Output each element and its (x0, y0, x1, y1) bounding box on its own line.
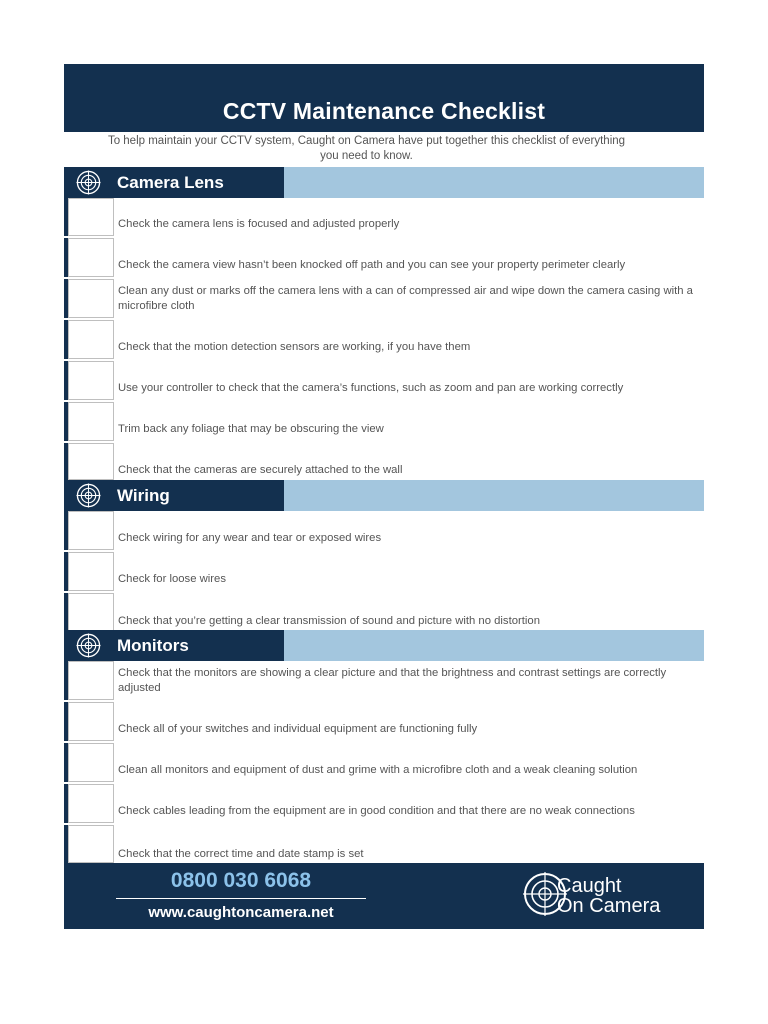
checklist-item-text: Check cables leading from the equipment are in good condition and that there are no weak connections (118, 805, 635, 817)
crosshair-icon (76, 170, 101, 195)
crosshair-icon (76, 633, 101, 658)
section-title: Monitors (117, 636, 189, 655)
section-header-wiring (64, 480, 704, 511)
checklist-item (64, 702, 704, 741)
checklist-item-text: Check the camera view hasn’t been knocked off path and you can see your property perimeter clearly (118, 259, 626, 271)
checklist-item (64, 443, 704, 480)
brand-logo (522, 868, 692, 924)
checklist-item (64, 511, 704, 550)
section-title: Camera Lens (117, 173, 224, 192)
checklist-item-text: Clean any dust or marks off the camera lens with a can of compressed air and wipe down the camera casing with a microfibre cloth (118, 285, 693, 312)
checklist-sheet (64, 64, 704, 929)
checkbox[interactable] (68, 443, 114, 480)
checklist-item (64, 279, 704, 318)
checkbox[interactable] (68, 552, 114, 591)
checkbox[interactable] (68, 784, 114, 823)
checklist-item (64, 402, 704, 441)
intro-text: To help maintain your CCTV system, Caught on Camera have put together this checklist of everything you need to know. (107, 135, 626, 162)
checkbox[interactable] (68, 743, 114, 782)
checkbox[interactable] (68, 361, 114, 400)
checkbox[interactable] (68, 661, 114, 700)
logo-text-line1: Caught (557, 875, 622, 897)
checkbox[interactable] (68, 198, 114, 236)
checklist-item (64, 825, 704, 863)
footer-divider (116, 898, 366, 899)
checklist-item (64, 552, 704, 591)
checklist-item-text: Check that the monitors are showing a clear picture and that the brightness and contrast settings are correctly adjusted (118, 667, 667, 694)
checklist-item-text: Check the camera lens is focused and adjusted properly (118, 218, 400, 230)
section-header-monitors (64, 630, 704, 661)
checklist-item (64, 743, 704, 782)
checklist-item (64, 320, 704, 359)
checklist-item-text: Check that the cameras are securely attached to the wall (118, 464, 403, 476)
checklist-item-text: Check that the motion detection sensors are working, if you have them (118, 341, 471, 353)
checkbox[interactable] (68, 402, 114, 441)
checklist-item (64, 198, 704, 236)
checklist-item-text: Check that the correct time and date stamp is set (118, 848, 364, 860)
checklist-item (64, 238, 704, 277)
checklist-item (64, 361, 704, 400)
crosshair-icon (76, 483, 101, 508)
checklist-item (64, 661, 704, 700)
checkbox[interactable] (68, 320, 114, 359)
checklist-item-text: Use your controller to check that the camera’s functions, such as zoom and pan are working correctly (118, 382, 624, 394)
section-title: Wiring (117, 486, 170, 505)
section-header-camera-lens (64, 167, 704, 198)
checkbox[interactable] (68, 511, 114, 550)
checkbox[interactable] (68, 238, 114, 277)
checklist-item-text: Clean all monitors and equipment of dust and grime with a microfibre cloth and a weak cleaning solution (118, 764, 638, 776)
checklist-item-text: Check wiring for any wear and tear or exposed wires (118, 532, 382, 544)
checklist-item-text: Check all of your switches and individual equipment are functioning fully (118, 723, 478, 735)
phone-number[interactable]: 0800 030 6068 (170, 869, 312, 892)
checklist-item-text: Check that you’re getting a clear transmission of sound and picture with no distortion (118, 615, 540, 627)
checklist-item-text: Trim back any foliage that may be obscuring the view (118, 423, 384, 435)
logo-text-line2: On Camera (557, 895, 661, 917)
checklist-item (64, 593, 704, 631)
checkbox[interactable] (68, 825, 114, 863)
checkbox[interactable] (68, 593, 114, 631)
checkbox[interactable] (68, 279, 114, 318)
website-link[interactable]: www.caughtoncamera.net (148, 904, 334, 921)
checklist-item-text: Check for loose wires (118, 573, 226, 585)
checklist-item (64, 784, 704, 823)
checkbox[interactable] (68, 702, 114, 741)
footer (64, 863, 704, 929)
page-title: CCTV Maintenance Checklist (222, 98, 546, 124)
